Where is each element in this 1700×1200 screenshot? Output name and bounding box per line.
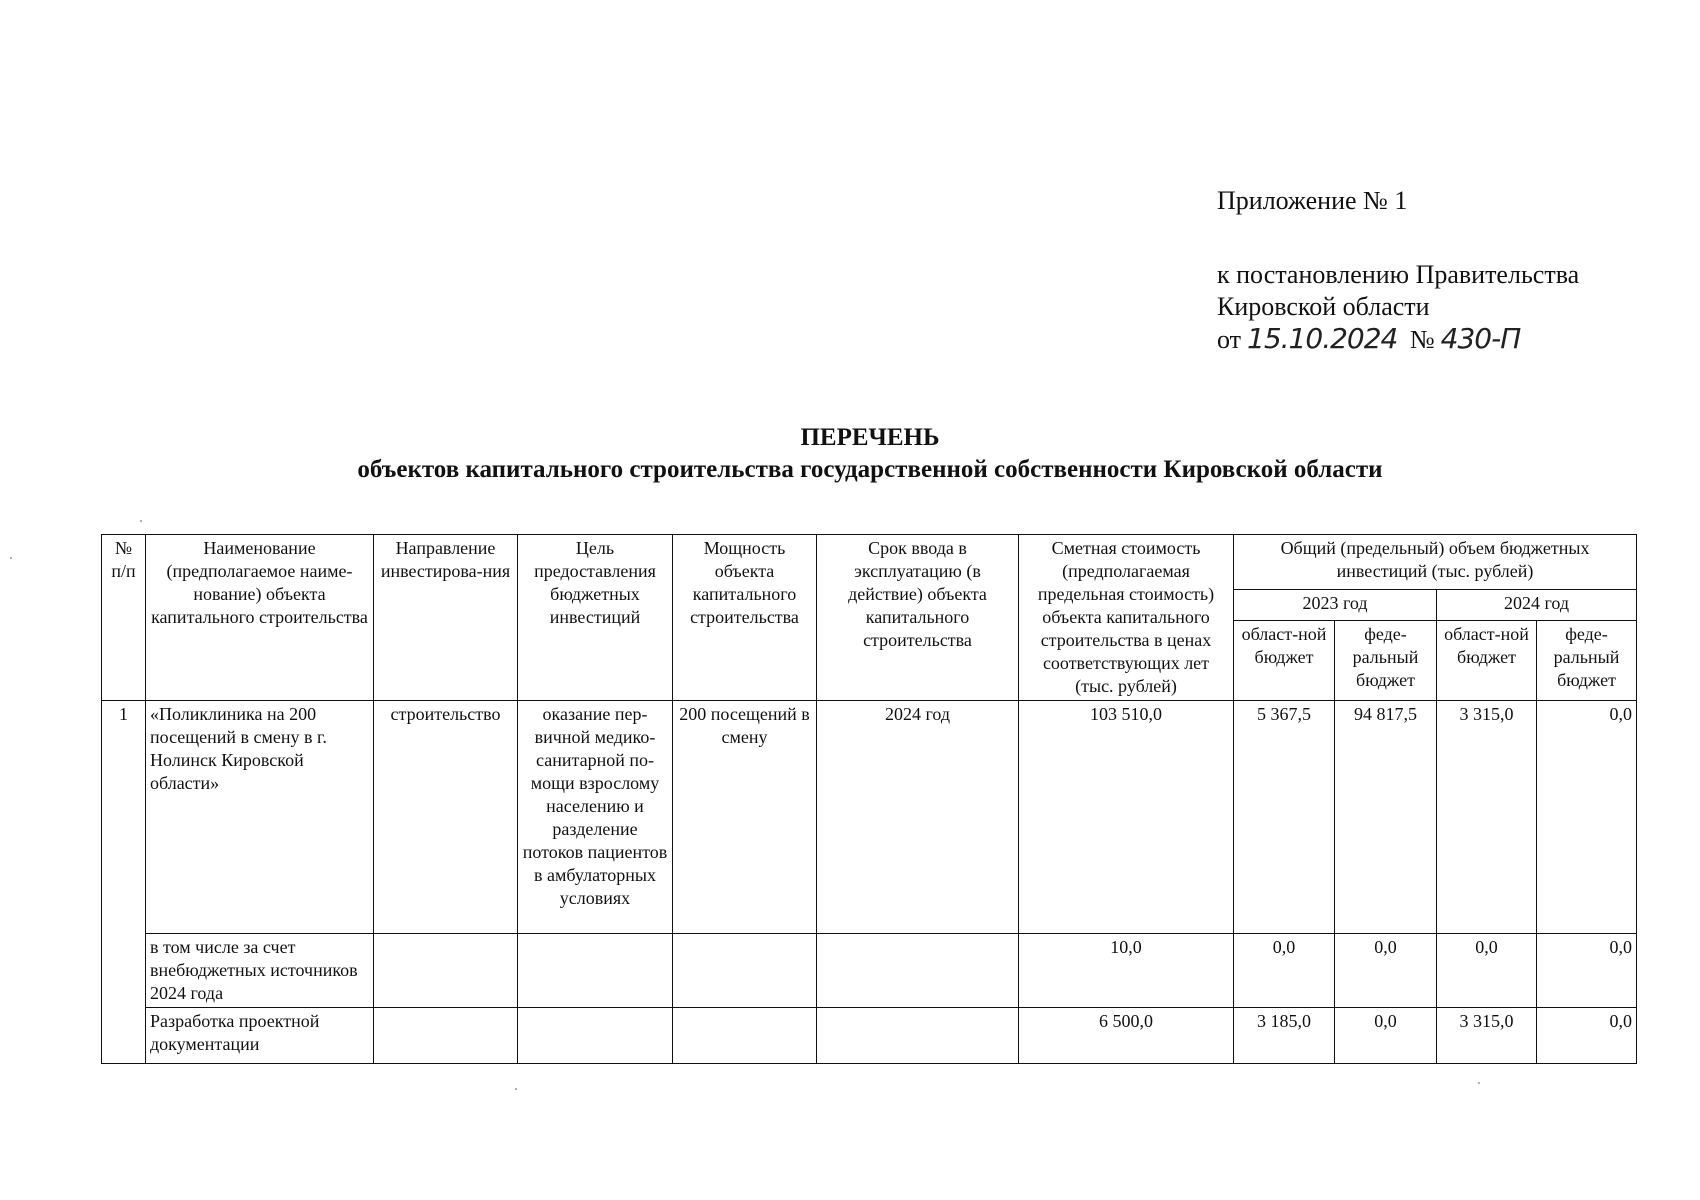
object-cost: 10,0: [1019, 934, 1234, 1008]
empty-cell: [673, 934, 817, 1008]
scan-speck: [1478, 1082, 1480, 1084]
object-cost: 6 500,0: [1019, 1008, 1234, 1064]
appendix-block: [1217, 185, 1677, 356]
header-cost: Сметная стоимость (предполагаемая предельная стоимость) объекта капитального строительства в ценах соответствующих лет (тыс. рублей): [1019, 535, 1234, 701]
object-capacity: 200 посещений в смену: [673, 701, 817, 934]
header-deadline: Срок ввода в эксплуатацию (в действие) объекта капитального строительства: [817, 535, 1019, 701]
investment-table: [101, 534, 1637, 1064]
appendix-date-line: [1217, 323, 1677, 356]
document-title: ПЕРЕЧЕНЬ: [800, 424, 940, 451]
federal-2024-value: 0,0: [1537, 934, 1637, 1008]
object-name: «Поликлиника на 200 посещений в смену в г. Нолинск Кировской области»: [146, 701, 374, 934]
handwritten-date: 15.10.2024: [1247, 322, 1398, 355]
scan-speck: [10, 557, 12, 559]
document-heading: [0, 422, 1700, 486]
regional-2024-value: 3 315,0: [1437, 701, 1537, 934]
federal-2023-value: 0,0: [1335, 1008, 1437, 1064]
regional-2024-value: 0,0: [1437, 934, 1537, 1008]
regional-2023-value: 3 185,0: [1234, 1008, 1335, 1064]
object-purpose: оказание пер-вичной медико-санитарной по-мощи взрослому населению и разделение потоков пациентов в амбулаторных условиях: [518, 701, 673, 934]
empty-cell: [518, 1008, 673, 1064]
scan-speck: [140, 520, 142, 522]
table-row: [102, 701, 1637, 934]
header-direction: Направление инвестирова-ния: [374, 535, 518, 701]
regional-2023-value: 5 367,5: [1234, 701, 1335, 934]
header-row-1: [102, 535, 1637, 590]
scan-speck: [515, 1088, 517, 1090]
federal-2024-value: 0,0: [1537, 1008, 1637, 1064]
header-total: Общий (предельный) объем бюджетных инвестиций (тыс. рублей): [1234, 535, 1637, 590]
empty-cell: [374, 1008, 518, 1064]
object-deadline: 2024 год: [817, 701, 1019, 934]
header-num: № п/п: [102, 535, 146, 701]
federal-2023-value: 0,0: [1335, 934, 1437, 1008]
handwritten-number: 430-П: [1440, 322, 1521, 355]
object-name: Разработка проектной документации: [146, 1008, 374, 1064]
appendix-title: Приложение № 1: [1217, 186, 1408, 215]
object-name: в том числе за счет внебюджетных источников 2024 года: [146, 934, 374, 1008]
header-federal-2023: феде-ральный бюджет: [1335, 620, 1437, 700]
empty-cell: [673, 1008, 817, 1064]
regional-2024-value: 3 315,0: [1437, 1008, 1537, 1064]
row-num: 1: [102, 701, 146, 1064]
document-subtitle: объектов капитального строительства государственной собственности Кировской области: [357, 456, 1383, 483]
header-capacity: Мощность объекта капитального строительства: [673, 535, 817, 701]
empty-cell: [817, 1008, 1019, 1064]
header-year-2024: 2024 год: [1437, 590, 1637, 620]
table-row: [102, 934, 1637, 1008]
appendix-region-line: Кировской области: [1217, 292, 1430, 321]
header-year-2023: 2023 год: [1234, 590, 1437, 620]
header-regional-2023: област-ной бюджет: [1234, 620, 1335, 700]
regional-2023-value: 0,0: [1234, 934, 1335, 1008]
empty-cell: [817, 934, 1019, 1008]
empty-cell: [518, 934, 673, 1008]
header-name: Наименование (предполагаемое наиме-нование) объекта капитального строительства: [146, 535, 374, 701]
object-cost: 103 510,0: [1019, 701, 1234, 934]
date-prefix: от: [1217, 325, 1242, 354]
empty-cell: [374, 934, 518, 1008]
header-purpose: Цель предоставления бюджетных инвестиций: [518, 535, 673, 701]
federal-2024-value: 0,0: [1537, 701, 1637, 934]
table-row: [102, 1008, 1637, 1064]
federal-2023-value: 94 817,5: [1335, 701, 1437, 934]
header-regional-2024: област-ной бюджет: [1437, 620, 1537, 700]
object-direction: строительство: [374, 701, 518, 934]
number-prefix: №: [1409, 325, 1435, 354]
header-federal-2024: феде-ральный бюджет: [1537, 620, 1637, 700]
appendix-to-line: к постановлению Правительства: [1217, 260, 1580, 289]
